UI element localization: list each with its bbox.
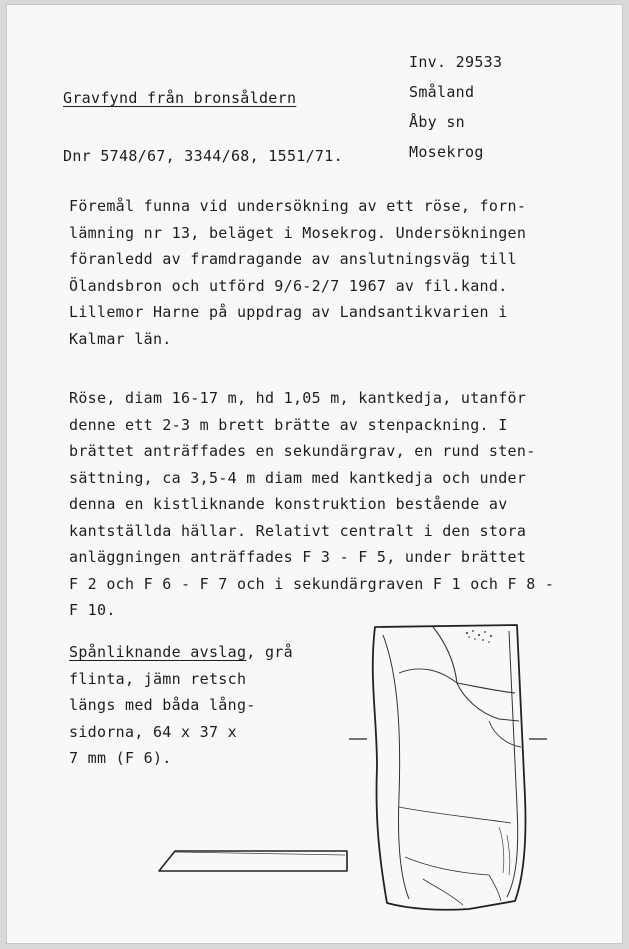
text-line: flinta, jämn retsch bbox=[69, 669, 247, 688]
text-line: F 2 och F 6 - F 7 och i sekundärgraven F 1 och F 8 - bbox=[69, 574, 555, 593]
item-name: Spånliknande avslag bbox=[69, 643, 247, 661]
item-description bbox=[69, 639, 329, 772]
text-line: lämning nr 13, beläget i Mosekrog. Undersökningen bbox=[69, 223, 527, 242]
excavation-description bbox=[69, 193, 589, 352]
item-heading bbox=[69, 639, 329, 666]
text-line: Ölandsbron och utförd 9/6-2/7 1967 av fil.kand. bbox=[69, 276, 508, 295]
text-line: sidorna, 64 x 37 x bbox=[69, 722, 237, 741]
inventory-number: Inv. 29533 bbox=[409, 53, 503, 71]
province-label: Småland bbox=[409, 83, 475, 101]
text-line: anläggningen anträffades F 3 - F 5, under brättet bbox=[69, 548, 527, 566]
text-line: Föremål funna vid undersökning av ett röse, forn- bbox=[69, 197, 527, 215]
cairn-description bbox=[69, 385, 589, 624]
flake-face-drawing bbox=[339, 617, 559, 917]
text-line: F 10. bbox=[69, 601, 116, 619]
text-line: kantställda hällar. Relativt centralt i den stora bbox=[69, 521, 527, 540]
item-name-suffix: , grå bbox=[246, 643, 293, 661]
dnr-reference: Dnr 5748/67, 3344/68, 1551/71. bbox=[63, 147, 343, 165]
text-line: Röse, diam 16-17 m, hd 1,05 m, kantkedja, utanför bbox=[69, 389, 527, 407]
text-line: föranledd av framdragande av anslutningsväg till bbox=[69, 250, 517, 268]
text-line: brättet anträffades en sekundärgrav, en rund sten- bbox=[69, 442, 536, 460]
flake-profile-drawing bbox=[155, 843, 355, 879]
cortex-dots bbox=[466, 630, 492, 643]
text-line: 7 mm (F 6). bbox=[69, 749, 172, 767]
card-title: Gravfynd från bronsåldern bbox=[63, 89, 297, 107]
catalog-card bbox=[6, 4, 623, 944]
parish-label: Åby sn bbox=[409, 113, 465, 131]
site-label: Mosekrog bbox=[409, 143, 484, 161]
text-line: Lillemor Harne på uppdrag av Landsantikvarien i bbox=[69, 303, 508, 321]
text-line: sättning, ca 3,5-4 m diam med kantkedja och under bbox=[69, 468, 527, 487]
text-line: denne ett 2-3 m brett brätte av stenpackning. I bbox=[69, 415, 508, 434]
text-line: Kalmar län. bbox=[69, 329, 172, 348]
text-line: längs med båda lång- bbox=[69, 696, 256, 714]
text-line: denna en kistliknande konstruktion bestående av bbox=[69, 495, 508, 513]
